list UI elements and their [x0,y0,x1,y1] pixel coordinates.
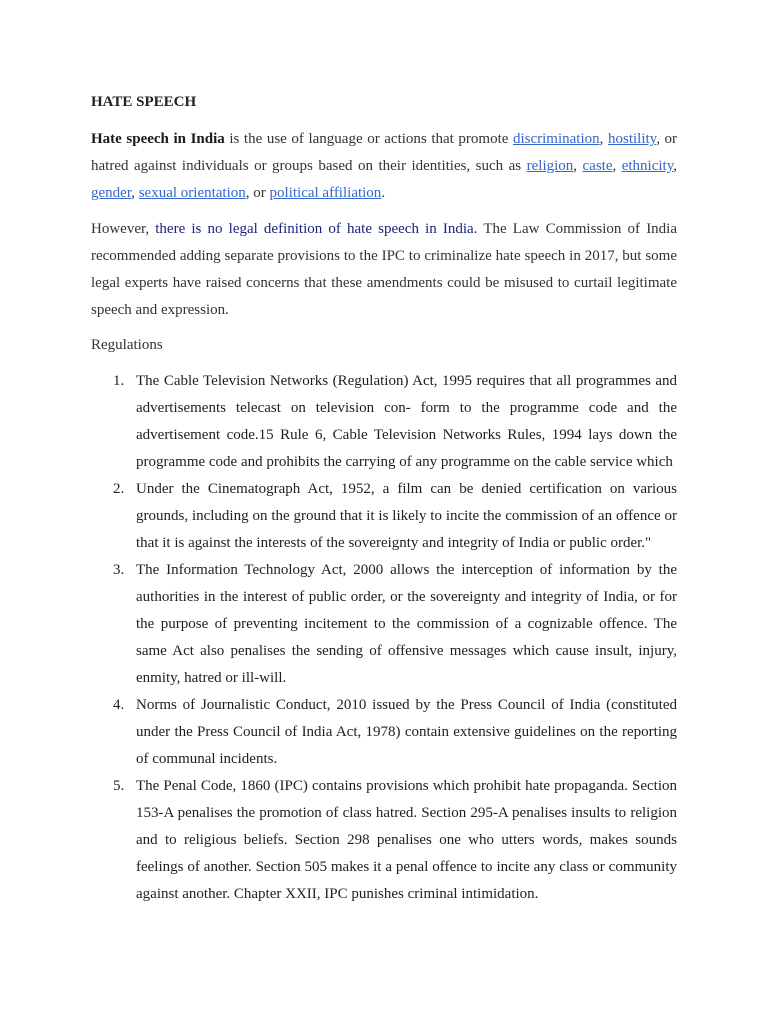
intro-text-1: is the use of language or actions that promote [224,131,513,147]
intro-separator: , [599,131,608,147]
legal-rest: . The Law Commission of India recommended adding separate provisions to the IPC to criminalize hate speech in 2017, but some legal experts have raised concerns that these amendments could be misused to curtail legitimate speech and expression. [91,221,678,318]
link-political-affiliation[interactable]: political affiliation [269,185,382,201]
regulations-list [91,368,677,908]
regulation-text: The Information Technology Act, 2000 allows the interception of information by the authorities in the interest of public order, or the sovereignty and integrity of India, or for the purpose of preventing incitement to the commission of a cognizable offence. The same Act also penalises the sending of offensive messages which cause insult, injury, enmity, hatred or ill-will. [136,562,677,686]
intro-text-2: , or hatred against individuals or groups based on their identities, such as [91,131,678,174]
regulation-number: 2. [113,481,125,497]
intro-separator: , [131,185,139,201]
link-sexual-orientation[interactable]: sexual orientation [138,185,246,201]
regulation-item [91,557,677,692]
intro-text-4: . [381,185,386,201]
link-caste[interactable]: caste [582,158,613,174]
link-gender[interactable]: gender [91,185,132,201]
regulations-heading: Regulations [91,337,163,353]
intro-separator: , [573,158,583,174]
legal-lead: However, [91,221,156,237]
link-religion[interactable]: religion [526,158,574,174]
link-discrimination[interactable]: discrimination [512,131,600,147]
regulation-item [91,773,677,908]
link-hostility[interactable]: hostility [607,131,657,147]
regulation-number: 4. [113,697,125,713]
regulation-text: Norms of Journalistic Conduct, 2010 issued by the Press Council of India (constituted under the Press Council of India Act, 1978) contain extensive guidelines on the reporting of communal incidents. [136,697,677,767]
regulation-text: The Penal Code, 1860 (IPC) contains provisions which prohibit hate propaganda. Section 153-A penalises the promotion of class hatred. Section 295-A penalises insults to religion and to religious beliefs. Section 298 penalises one who utters words, makes sounds feelings of another. Section 505 makes it a penal offence to incite any class or community against another. Chapter XXII, IPC punishes criminal intimidation. [136,778,677,902]
regulation-item [91,692,677,773]
document-title: HATE SPEECH [91,94,197,110]
legal-emphasis: there is no legal definition of hate speech in India [155,221,474,237]
regulation-number: 1. [113,373,125,389]
intro-separator: , [612,158,622,174]
regulation-item [91,368,677,476]
regulation-number: 5. [113,778,125,794]
regulation-number: 3. [113,562,125,578]
intro-separator: , [673,158,677,174]
regulation-text: Under the Cinematograph Act, 1952, a film can be denied certification on various grounds, including on the ground that it is likely to incite the commission of an offence or that it is against the interests of the sovereignty and integrity of India or public order." [136,481,677,551]
intro-text-3: , or [245,185,270,201]
regulation-item [91,476,677,557]
intro-paragraph [91,126,677,207]
regulation-text: The Cable Television Networks (Regulation) Act, 1995 requires that all programmes and advertisements telecast on television con- form to the programme code and the advertisement code.15 Rule 6, Cable Television Networks Rules, 1994 lays down the programme code and prohibits the carrying of any programme on the cable service which [136,373,677,470]
intro-bold-lead: Hate speech in India [91,131,225,147]
document-page [91,90,677,908]
link-ethnicity[interactable]: ethnicity [621,158,674,174]
legal-definition-paragraph [91,216,677,324]
